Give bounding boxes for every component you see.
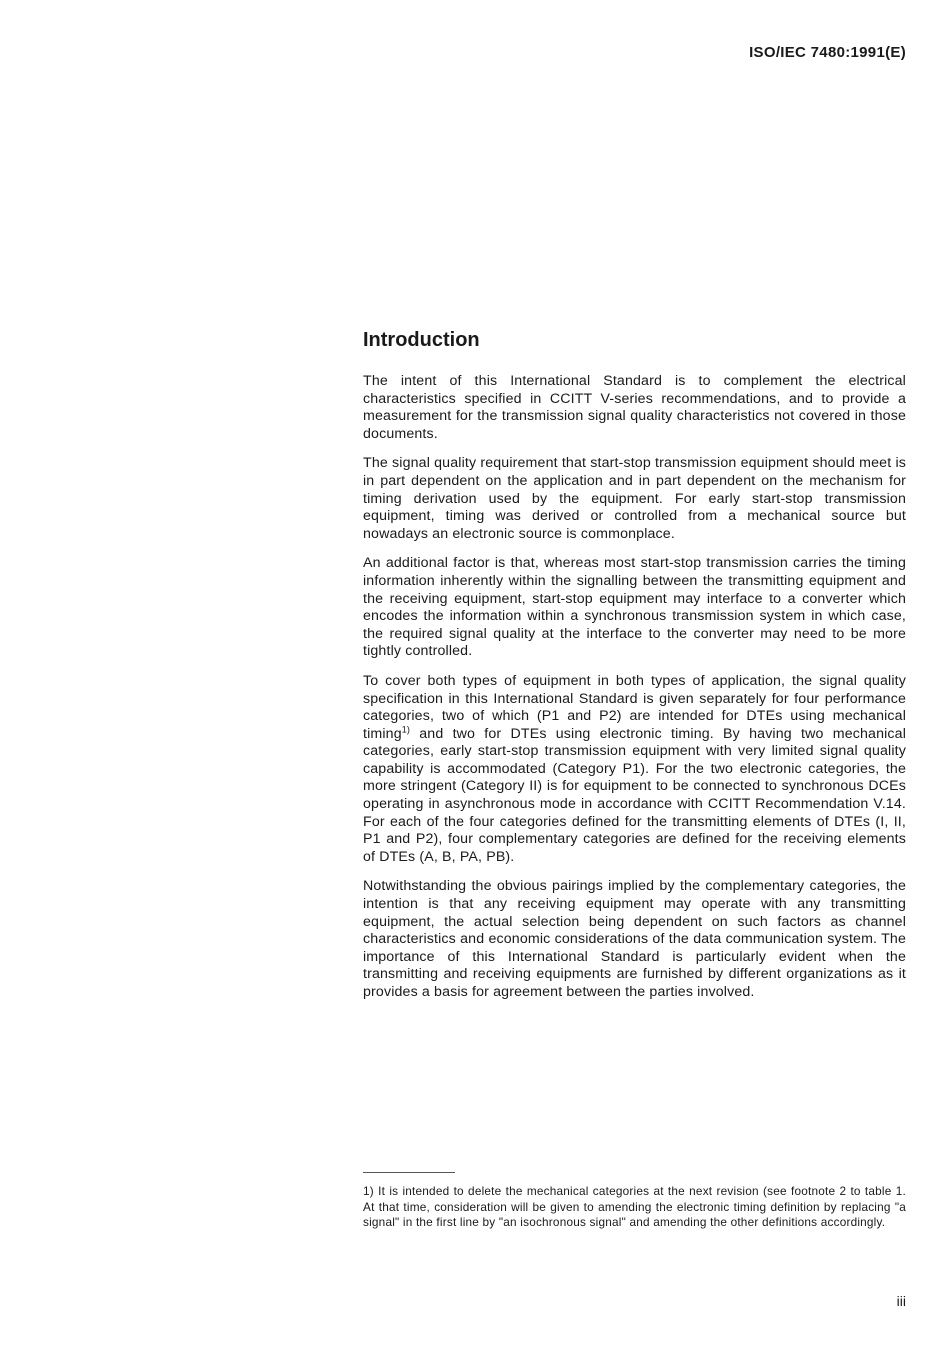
footnote-marker: 1): [401, 723, 411, 734]
page-number: iii: [896, 1293, 906, 1309]
paragraph-text: and two for DTEs using electronic timing. By having two mechanical categories, early start-stop transmission equipment with very limited signal quality capability is accommodated (Category P1). For the two electronic categories, the more stringent (Category II) is for equipment to be connected to synchronous DCEs operating in asynchronous mode in accordance with CCITT Recommendation V.14. For each of the four categories defined for the transmitting elements of DTEs (I, II, P1 and P2), four complementary categories are defined for the receiving elements of DTEs (A, B, PA, PB).: [363, 725, 906, 865]
document-id: ISO/IEC 7480:1991(E): [749, 44, 906, 61]
footnote-divider: [363, 1172, 455, 1173]
footnote: 1) It is intended to delete the mechanical categories at the next revision (see footnote 2 to table 1. At that time, consideration will be given to amending the electronic timing definition by replacing "a signal" in the first line by "an isochronous signal" and amending the other definitions accordingly.: [363, 1184, 906, 1230]
introduction-body: [363, 373, 906, 1014]
paragraph: An additional factor is that, whereas most start-stop transmission carries the timing information inherently within the signalling between the transmitting equipment and the receiving equipment, start-stop equipment may interface to a converter which encodes the information within a synchronous transmission system in which case, the required signal quality at the interface to the converter may need to be more tightly controlled.: [363, 555, 906, 660]
paragraph: Notwithstanding the obvious pairings implied by the complementary categories, the intention is that any receiving equipment may operate with any transmitting equipment, the actual selection being dependent on such factors as channel characteristics and economic considerations of the data communication system. The importance of this International Standard is particularly evident when the transmitting and receiving equipments are furnished by different organizations as it provides a basis for agreement between the parties involved.: [363, 878, 906, 1000]
paragraph: The intent of this International Standard is to complement the electrical characteristics specified in CCITT V-series recommendations, and to provide a measurement for the transmission signal quality characteristics not covered in those documents.: [363, 373, 906, 442]
paragraph: [363, 673, 906, 867]
paragraph: The signal quality requirement that start-stop transmission equipment should meet is in part dependent on the application and in part dependent on the mechanism for timing derivation used by the equipment. For early start-stop transmission equipment, timing was derived or controlled from a mechanical source but nowadays an electronic source is commonplace.: [363, 455, 906, 542]
paragraph-text: To cover both types of equipment in both types of application, the signal quality specification in this International Standard is given separately for four performance categories, two of which (P1 and P2) are intended for DTEs using mechanical timing: [363, 672, 906, 742]
section-title: Introduction: [363, 329, 480, 351]
